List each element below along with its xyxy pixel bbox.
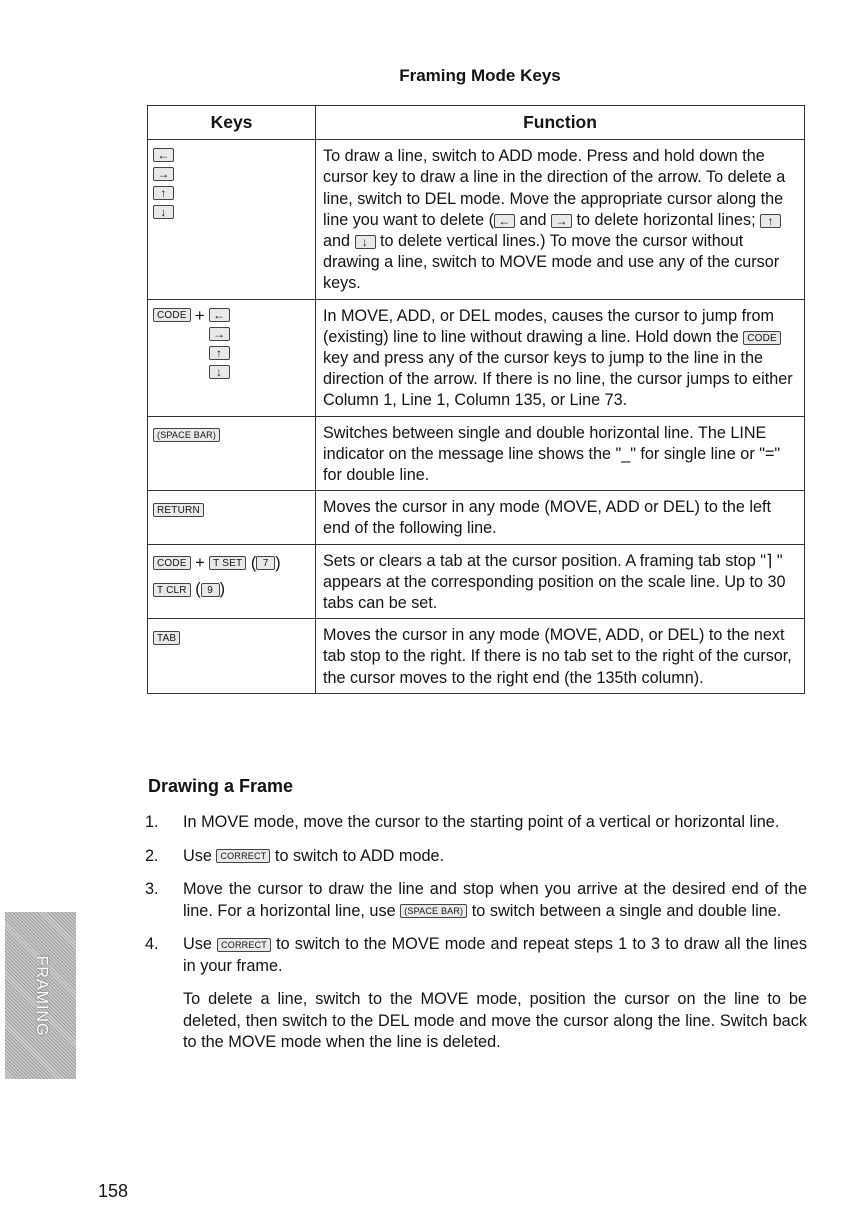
down-arrow-key-icon: ↓ xyxy=(153,205,174,219)
chapter-side-tab xyxy=(5,912,76,1079)
step-number: 2. xyxy=(145,846,159,865)
up-arrow-key-icon: ↑ xyxy=(153,186,174,200)
correct-key-icon: CORRECT xyxy=(217,938,271,952)
space-bar-key-icon: (SPACE BAR) xyxy=(153,428,220,442)
step-text-after: to switch to ADD mode. xyxy=(270,846,445,865)
tab-clear-key-icon: T CLR xyxy=(153,583,191,597)
side-tab-label: FRAMING xyxy=(32,955,50,1036)
table-header-row xyxy=(148,106,805,140)
left-arrow-key-icon: ← xyxy=(494,214,515,228)
keys-cell xyxy=(148,619,316,694)
plus-sign: + xyxy=(194,305,205,325)
keys-cell xyxy=(148,544,316,619)
step-number: 1. xyxy=(145,813,159,831)
keys-cell xyxy=(148,140,316,299)
table-row xyxy=(148,299,805,416)
table-row xyxy=(148,491,805,544)
down-arrow-key-icon: ↓ xyxy=(355,235,376,249)
delete-line-note: To delete a line, switch to the MOVE mode, position the cursor on the line to be deleted, then switch to the DEL mode and move the cursor along the line. Switch back to the MOVE mode when the line is deleted. xyxy=(183,990,807,1051)
function-cell: Moves the cursor in any mode (MOVE, ADD, or DEL) to the next tab stop to the right. If there is no tab set to the right of the cursor, the cursor moves to the right end (the 135th column). xyxy=(316,619,805,694)
up-arrow-key-icon: ↑ xyxy=(760,214,781,228)
page-number: 158 xyxy=(98,1181,129,1201)
keys-cell xyxy=(148,491,316,544)
table-row xyxy=(148,544,805,619)
function-text: In MOVE, ADD, or DEL modes, causes the cursor to jump from (existing) line to line without drawing a line. Hold down the xyxy=(323,306,775,346)
step-text-before: Move the cursor to draw the line and stop when you arrive at the desired end of the line. For a horizontal line, use xyxy=(183,880,807,920)
seven-key-icon: 7 xyxy=(256,556,275,570)
keys-cell xyxy=(148,416,316,491)
table-row xyxy=(148,619,805,694)
list-item xyxy=(145,812,807,834)
code-key-icon: CODE xyxy=(153,556,191,570)
right-arrow-key-icon: → xyxy=(209,327,230,341)
function-cell xyxy=(316,299,805,416)
function-cell xyxy=(316,140,805,299)
down-arrow-key-icon: ↓ xyxy=(209,365,230,379)
paren: ) xyxy=(219,579,225,598)
step-text xyxy=(183,879,807,922)
function-cell: Moves the cursor in any mode (MOVE, ADD or DEL) to the left end of the following line. xyxy=(316,491,805,544)
paren: ) xyxy=(275,553,281,572)
keys-column-header: Keys xyxy=(148,106,316,140)
plus-sign: + xyxy=(195,553,205,572)
right-arrow-key-icon: → xyxy=(551,214,572,228)
paren: ( xyxy=(250,553,257,572)
function-column-header: Function xyxy=(316,106,805,140)
page-title: Framing Mode Keys xyxy=(399,66,561,85)
steps-list xyxy=(145,812,807,1054)
function-text: to delete vertical lines.) To move the cursor without drawing a line, switch to MOVE mode and use any of the cursor keys. xyxy=(323,232,780,293)
return-key-icon: RETURN xyxy=(153,503,204,517)
function-cell: Sets or clears a tab at the cursor position. A framing tab stop "⌉ " appears at the corresponding position on the scale line. Up to 30 tabs can be set. xyxy=(316,544,805,619)
keys-cell xyxy=(148,299,316,416)
step-text-before: Use xyxy=(183,935,218,953)
function-cell: Switches between single and double horizontal line. The LINE indicator on the message line shows the "_" for single line or "=" for double line. xyxy=(316,416,805,491)
right-arrow-key-icon: → xyxy=(153,167,174,181)
step-text-after: to switch between a single and double line. xyxy=(467,901,782,920)
nine-key-icon: 9 xyxy=(201,583,220,597)
tab-set-key-icon: T SET xyxy=(209,556,246,570)
table-row xyxy=(148,140,805,299)
code-key-icon: CODE xyxy=(743,331,781,345)
tab-key-icon: TAB xyxy=(153,631,180,645)
function-text: key and press any of the cursor keys to jump to the line in the direction of the arrow. If there is no line, the cursor jumps to either Column 1, Line 1, Column 135, or Line 73. xyxy=(323,349,793,410)
function-text: to delete horizontal lines; xyxy=(572,210,761,229)
correct-key-icon: CORRECT xyxy=(216,849,270,863)
step-text xyxy=(183,846,807,868)
code-key-icon: CODE xyxy=(153,308,191,322)
list-item xyxy=(145,879,807,922)
function-text: and xyxy=(514,210,551,229)
step-number: 4. xyxy=(145,935,159,953)
step-text-before: Use xyxy=(183,846,217,865)
left-arrow-key-icon: ← xyxy=(209,308,230,322)
function-text: To draw a line, switch to ADD mode. Press and hold down the cursor key to draw a line in the direction of the arrow. To delete a line, switch to DEL mode. Move the appropriate cursor along the line you want to delete ( xyxy=(323,147,786,229)
table-row xyxy=(148,416,805,491)
up-arrow-key-icon: ↑ xyxy=(209,346,230,360)
step-text xyxy=(183,934,807,977)
framing-keys-table xyxy=(147,105,805,694)
left-arrow-key-icon: ← xyxy=(153,148,174,162)
section-title: Drawing a Frame xyxy=(148,776,294,796)
step-text-after: to switch to the MOVE mode and repeat steps 1 to 3 to draw all the lines in your frame. xyxy=(183,935,807,975)
list-item xyxy=(145,846,807,868)
step-number: 3. xyxy=(145,880,159,898)
list-item xyxy=(145,934,807,977)
paren: ( xyxy=(195,579,201,598)
space-bar-key-icon: (SPACE BAR) xyxy=(400,904,467,918)
function-text: and xyxy=(323,232,355,251)
step-text: In MOVE mode, move the cursor to the starting point of a vertical or horizontal line. xyxy=(183,813,780,831)
